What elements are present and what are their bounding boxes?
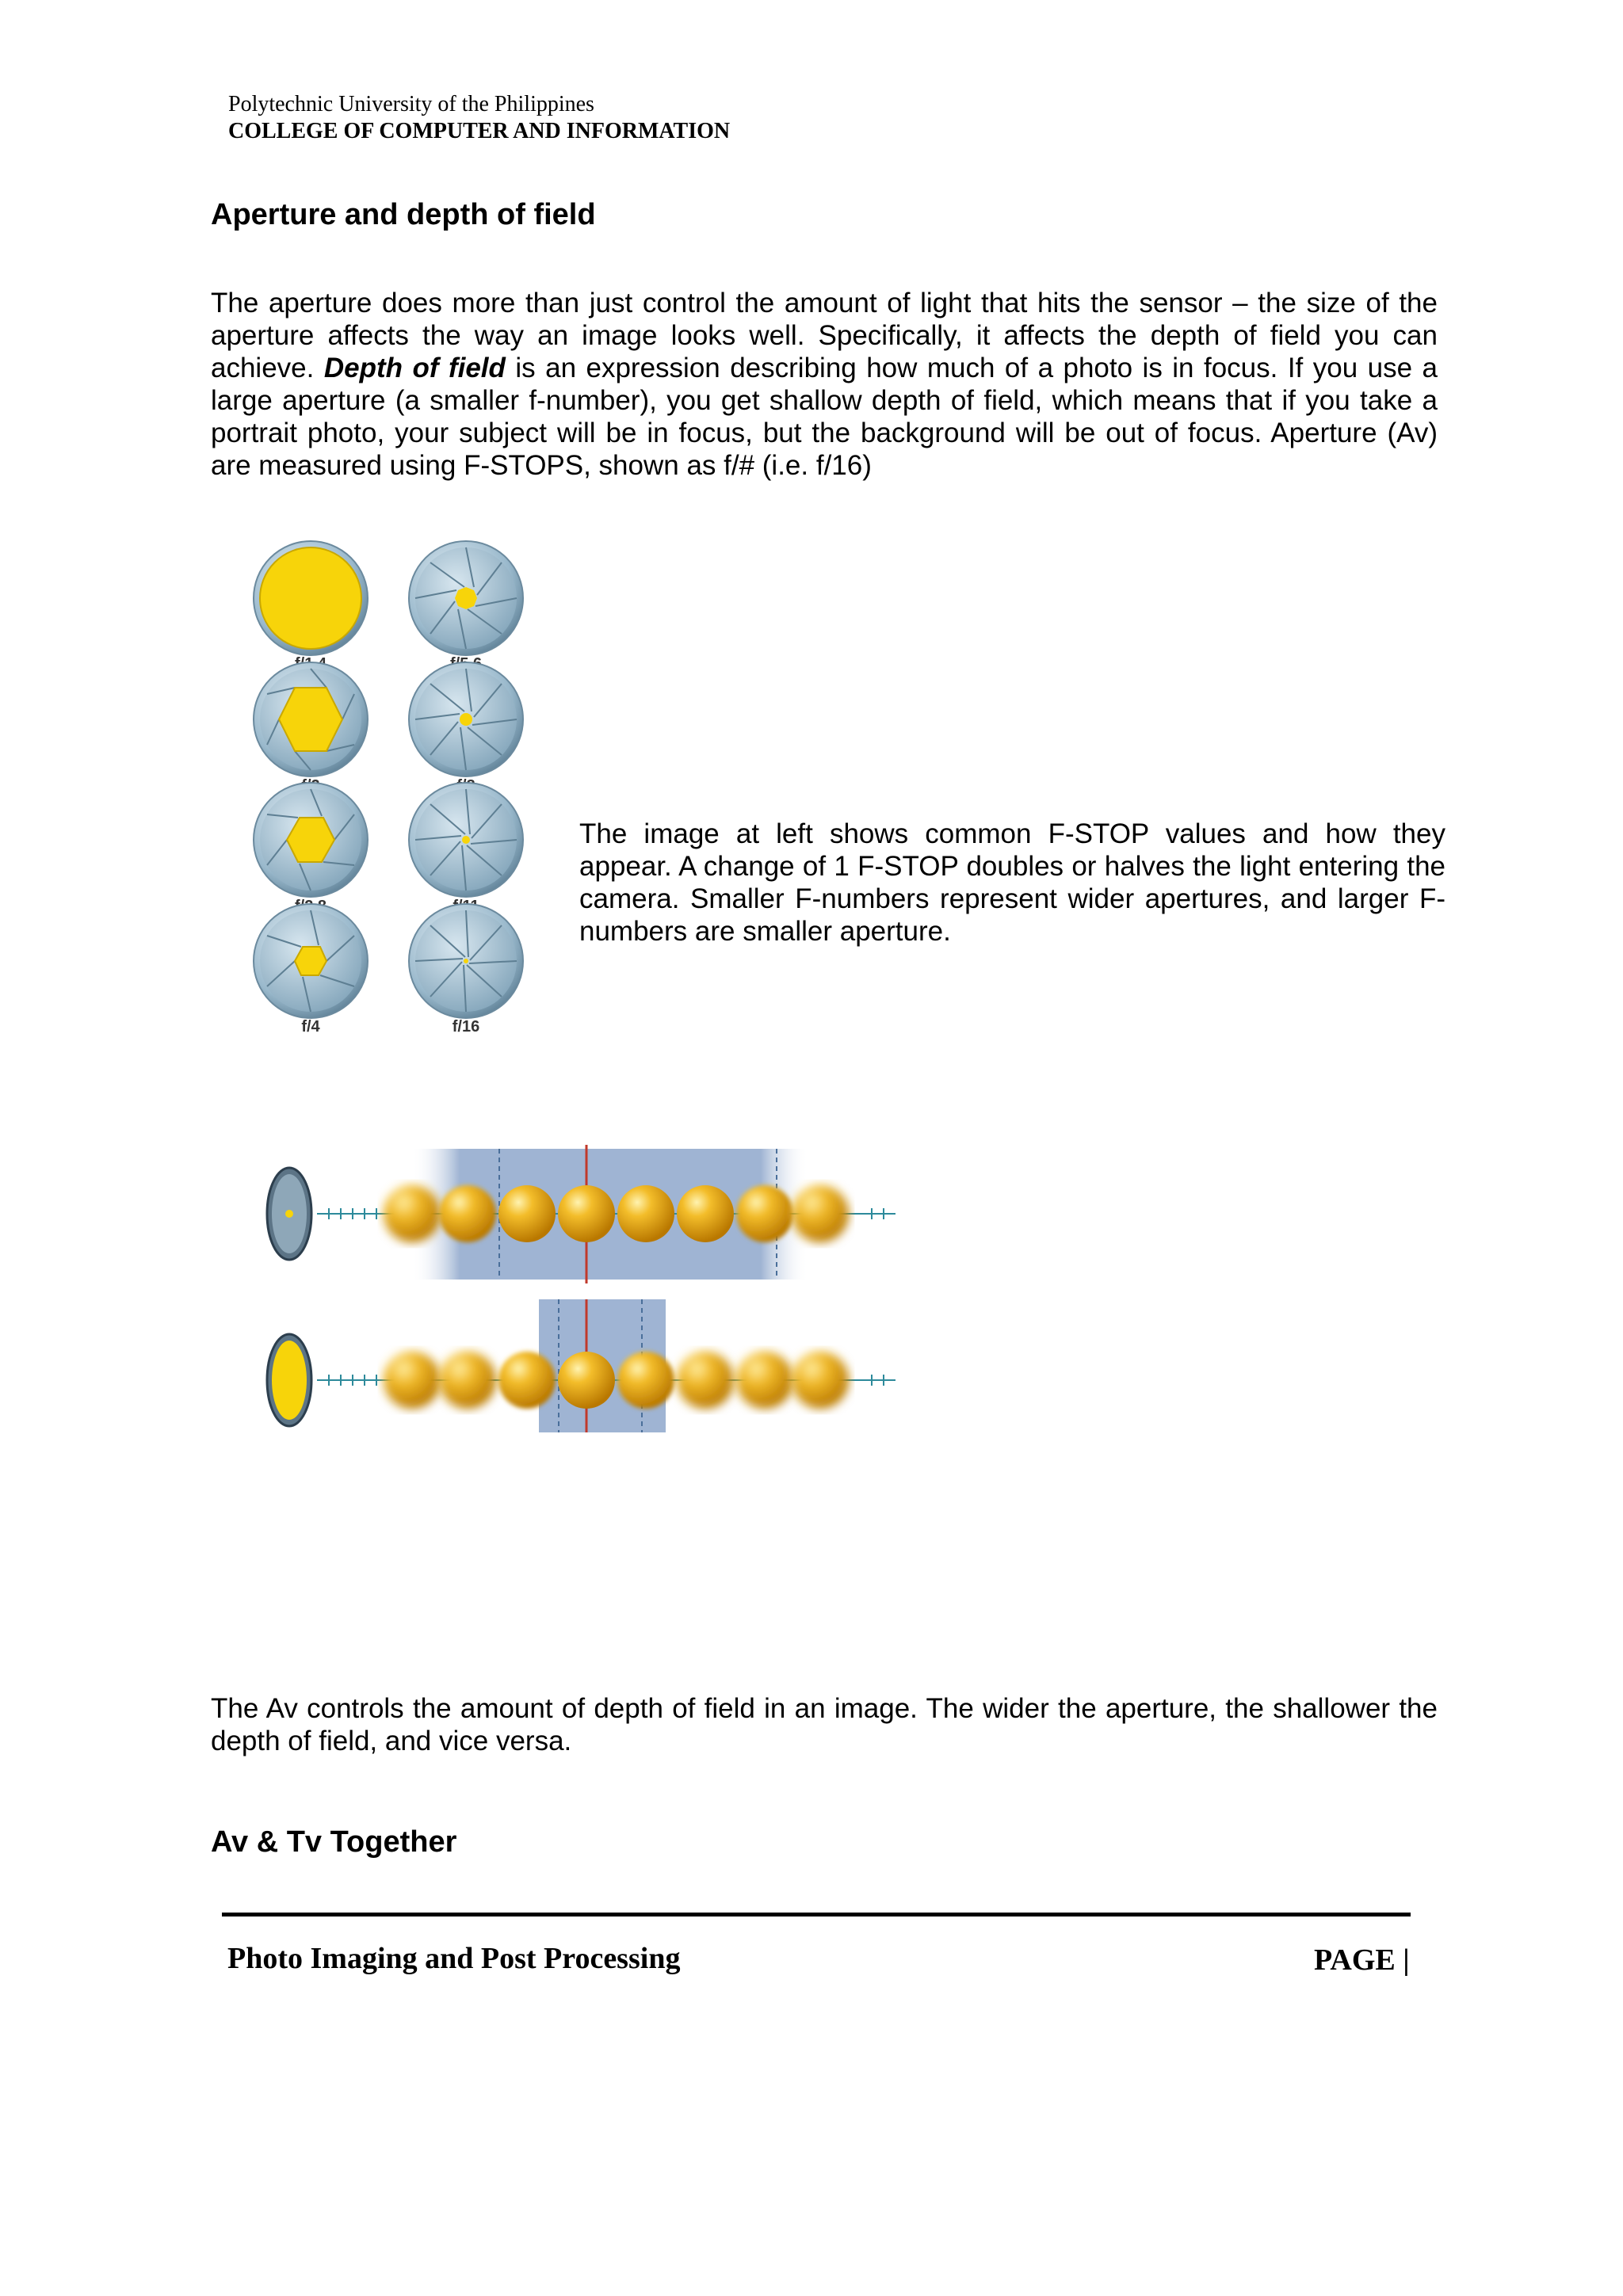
footer-course-title: Photo Imaging and Post Processing	[227, 1942, 681, 1975]
shallow-focus-row	[267, 1299, 896, 1432]
aperture-f16	[409, 904, 523, 1018]
aperture-f8	[409, 662, 523, 776]
paragraph-text-b: is an expression describing how much of a photo is in focus. If you use a large aperture (a smaller f-number), you get shallow depth of field, which means that if you take a portrait photo, your subject will be in focus, but the background will be out of focus. Aperture (Av) are measured using F-STOPS, shown as f/# (i.e. f/16)	[211, 353, 1438, 481]
depth-of-field-illustration	[254, 1133, 911, 1450]
footer-divider	[222, 1913, 1411, 1917]
deep-focus-row	[267, 1145, 896, 1283]
aperture-f2	[254, 662, 368, 776]
large-aperture-lens	[267, 1334, 311, 1426]
depth-of-field-term: Depth of field	[323, 353, 506, 383]
fstop-label-7: f/4	[301, 1018, 320, 1034]
aperture-paragraph	[211, 287, 1438, 482]
aperture-f5-6	[409, 541, 523, 655]
section-title-av-tv: Av & Tv Together	[211, 1825, 457, 1859]
small-aperture-lens	[267, 1168, 311, 1260]
aperture-f11	[409, 783, 523, 897]
av-depth-paragraph: The Av controls the amount of depth of field in an image. The wider the aperture, the shallower the depth of field, and vice versa.	[211, 1693, 1438, 1756]
fstop-label-8: f/16	[452, 1018, 480, 1034]
section-title-aperture: Aperture and depth of field	[211, 198, 596, 231]
university-name: Polytechnic University of the Philippines	[228, 92, 594, 116]
paragraph-text-a: The aperture does more than just control the amount of light that hits the sensor – the size of the aperture affects the way an image looks well. Specifically, it affects the depth of field you can achieve.	[211, 288, 1438, 383]
fstop-aperture-illustration	[238, 539, 555, 1034]
college-name: COLLEGE OF COMPUTER AND INFORMATION	[228, 119, 731, 143]
aperture-f2-8	[254, 783, 368, 897]
aperture-f1-4	[254, 541, 368, 655]
footer-page-label: PAGE |	[1314, 1943, 1410, 1977]
fstop-explanation: The image at left shows common F-STOP values and how they appear. A change of 1 F-STOP doubles or halves the light entering the camera. Smaller F-numbers represent wider apertures, and larger F- numbers are smaller aperture.	[579, 818, 1445, 947]
aperture-f4	[254, 904, 368, 1018]
